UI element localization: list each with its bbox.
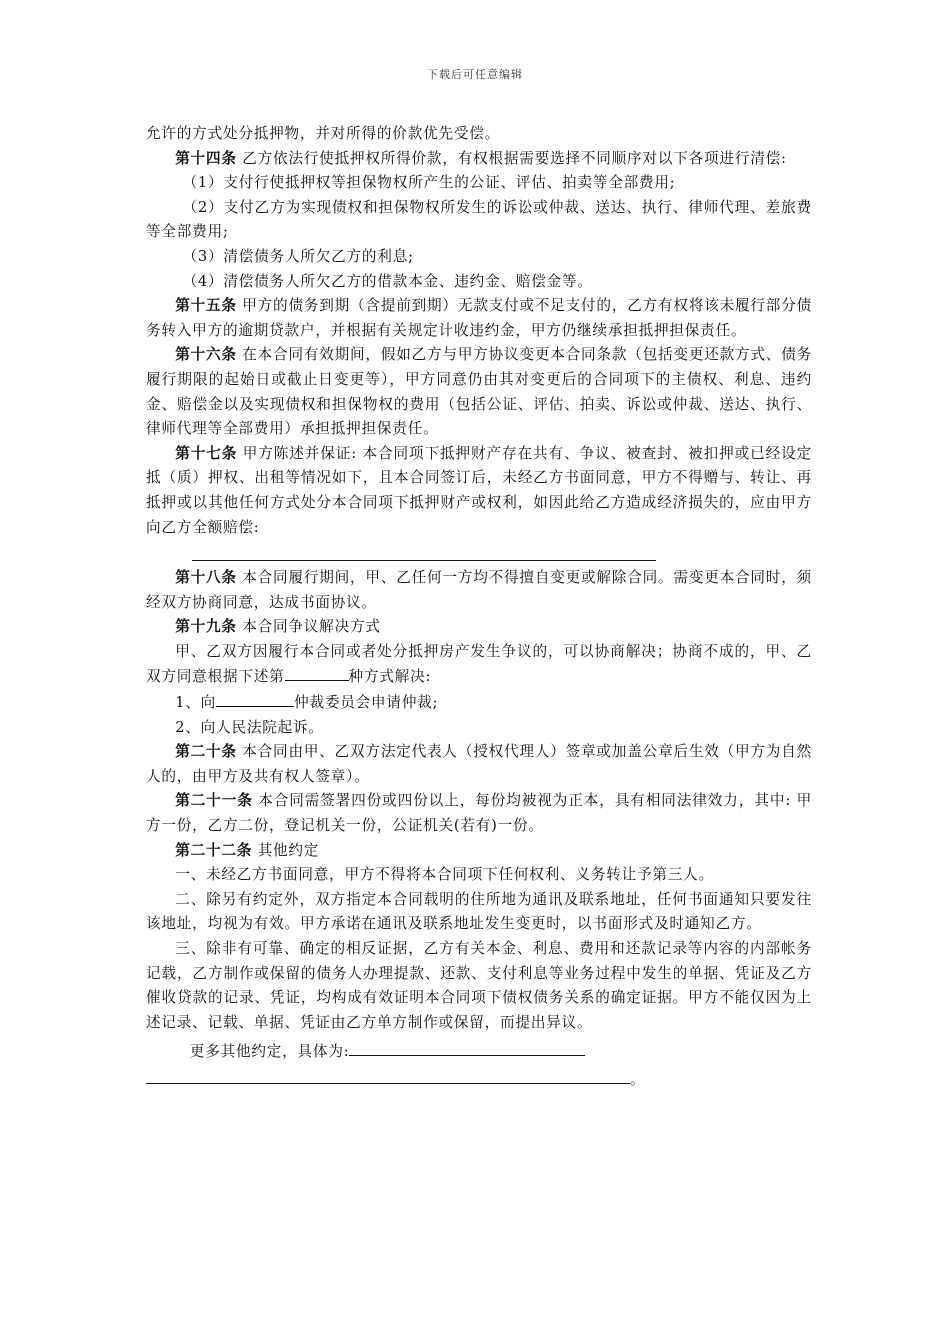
more-agreements: [146, 1039, 812, 1065]
article-14-title: 第十四条: [175, 149, 237, 167]
article-16-title: 第十六条: [175, 346, 237, 364]
article-20: [146, 740, 812, 789]
article-18-text: 本合同履行期间，甲、乙任何一方均不得擅自变更或解除合同。需变更本合同时，须经双方协商同意，达成书面协议。: [146, 569, 813, 611]
article-14: [146, 147, 812, 172]
article-22-clause-2: 二、除另有约定外，双方指定本合同载明的住所地为通讯及联系地址，任何书面通知只要发往该地址，均视为有效。甲方承诺在通讯及联系地址发生变更时，以书面形式及时通知乙方。: [146, 890, 812, 933]
article-14-text: 乙方依法行使抵押权所得价款，有权根据需要选择不同顺序对以下各项进行清偿:: [236, 149, 787, 167]
article-17-text: 甲方陈述并保证: 本合同项下抵押财产存在共有、争议、被查封、被扣押或已经设定抵（质）押权、出租等情况如下，且本合同签订后，未经乙方书面同意，甲方不得赠与、转让、再抵押或以其他任何方式处分本合同项下抵押财产或权利，如因此给乙方造成经济损失的，应由甲方向乙方全额赔偿:: [146, 444, 812, 536]
article-19-option-1-text-b: 仲裁委员会申请仲裁;: [294, 694, 439, 712]
article-21-title: 第二十一条: [175, 792, 253, 810]
article-19-paragraph: [146, 640, 812, 690]
article-18-title: 第十八条: [175, 569, 237, 587]
article-14-item-4: （4）清偿债务人所欠乙方的借款本金、违约金、赔偿金等。: [182, 272, 593, 290]
article-22-title: 第二十二条: [175, 841, 253, 859]
paragraph-continuation: 允许的方式处分抵押物，并对所得的价款优先受偿。: [146, 125, 501, 142]
article-20-text: 本合同由甲、乙双方法定代表人（授权代理人）签章或加盖公章后生效（甲方为自然人的，由甲方及共有权人签章）。: [146, 743, 813, 785]
end-mark: 。: [630, 1070, 646, 1088]
article-19-option-1: [146, 690, 812, 716]
article-14-item-2: （2）支付乙方为实现债权和担保物权所发生的诉讼或仲裁、送达、执行、律师代理、差旅费等全部费用;: [146, 198, 812, 241]
article-19-paragraph-text-a: 甲、乙双方因履行本合同或者处分抵押房产发生争议的，可以协商解决；协商不成的，甲、乙双方同意根据下述第: [146, 642, 812, 686]
article-22-text: 其他约定: [252, 841, 320, 859]
article-15-title: 第十五条: [175, 297, 237, 315]
article-21-text: 本合同需签署四份或四份以上，每份均被视为正本，具有相同法律效力，其中: 甲方一份，乙方二份，登记机关一份，公证机关(若有)一份。: [146, 792, 812, 835]
article-19: [146, 615, 812, 640]
article-15: [146, 294, 812, 343]
article-17-title: 第十七条: [175, 444, 238, 462]
article-17: [146, 442, 812, 540]
article-19-option-1-text-a: 1、向: [175, 694, 217, 712]
article-15-text: 甲方的债务到期（含提前到期）无款支付或不足支付的，乙方有权将该未履行部分债务转入甲方的逾期贷款户，并根据有关规定计收违约金，甲方仍继续承担抵押担保责任。: [146, 297, 813, 339]
article-16: [146, 343, 812, 441]
contract-body: [146, 122, 812, 1093]
arbitration-committee-blank: [216, 690, 294, 707]
article-22: [146, 839, 812, 864]
page-header: 下载后可任意编辑: [427, 68, 523, 81]
article-19-text: 本合同争议解决方式: [236, 618, 381, 636]
article-14-item-1: （1）支付行使抵押权等担保物权所产生的公证、评估、拍卖等全部费用;: [182, 174, 676, 192]
more-agreements-blank: [349, 1039, 585, 1056]
article-17-fill-line: [192, 540, 656, 561]
article-19-option-2: 2、向人民法院起诉。: [175, 718, 324, 736]
article-19-paragraph-text-b: 种方式解决:: [348, 668, 432, 686]
article-16-text: 在本合同有效期间，假如乙方与甲方协议变更本合同条款（包括变更还款方式、债务履行期限的起始日或截止日变更等），甲方同意仍由其对变更后的合同项下的主债权、利息、违约金、赔偿金以及实现债权和担保物权的费用（包括公证、评估、拍卖、诉讼或仲裁、送达、执行、律师代理等全部费用）承担抵押担保责任。: [146, 346, 813, 438]
article-21: [146, 789, 812, 838]
article-22-clause-3: 三、除非有可靠、确定的相反证据，乙方有关本金、利息、费用和还款记录等内容的内部帐务记载，乙方制作或保留的债务人办理提款、还款、支付利息等业务过程中发生的单据、凭证及乙方催收贷款的记录、凭证，均构成有效证明本合同项下债权债务关系的确定证据。甲方不能仅因为上述记录、记载、单据、凭证由乙方单方制作或保留，而提出异议。: [146, 940, 812, 1031]
more-agreements-line-2: [146, 1067, 812, 1093]
article-22-clause-1: 一、未经乙方书面同意，甲方不得将本合同项下任何权利、义务转让予第三人。: [175, 866, 714, 884]
article-19-title: 第十九条: [175, 618, 237, 636]
article-14-item-3: （3）清偿债务人所欠乙方的利息;: [182, 247, 414, 265]
article-20-title: 第二十条: [175, 743, 237, 761]
article-18: [146, 566, 812, 615]
more-agreements-label: 更多其他约定，具体为:: [189, 1043, 350, 1061]
article-17-fill-line-row: [146, 540, 812, 566]
more-agreements-blank-2: [146, 1067, 630, 1084]
article-19-method-blank: [285, 664, 349, 681]
